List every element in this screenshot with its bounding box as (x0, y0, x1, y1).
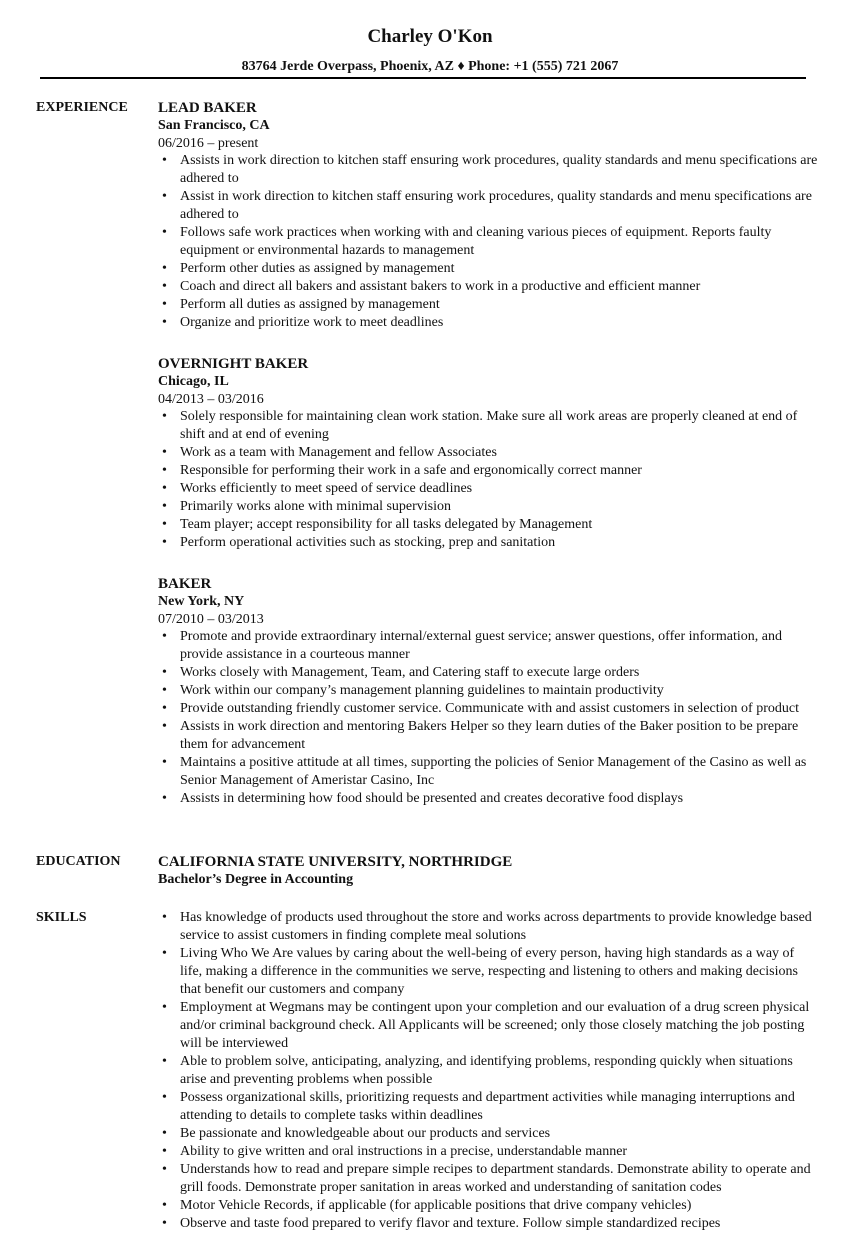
job-title: OVERNIGHT BAKER (158, 356, 309, 372)
skill-item: • Ability to give written and oral instructions in a precise, understandable manner (158, 1143, 818, 1161)
duty-item: • Maintains a positive attitude at all times, supporting the policies of Senior Management of the Casino as well as Senior Management of Ameristar Casino, Inc (158, 754, 818, 790)
job-location: New York, NY (158, 594, 245, 609)
skill-item: • Observe and taste food prepared to verify flavor and texture. Follow simple standardized recipes (158, 1215, 818, 1233)
education-section-label: EDUCATION (36, 854, 121, 869)
duty-item: • Work within our company’s management planning guidelines to maintain productivity (158, 682, 818, 700)
duty-item: • Works closely with Management, Team, and Catering staff to execute large orders (158, 664, 818, 682)
duty-item: • Assists in work direction and mentoring Bakers Helper so they learn duties of the Baker position to be prepare them for advancement (158, 718, 818, 754)
duty-item: • Primarily works alone with minimal supervision (158, 498, 818, 516)
skills-section-label: SKILLS (36, 910, 87, 925)
skill-item: • Be passionate and knowledgeable about our products and services (158, 1125, 818, 1143)
job-location: Chicago, IL (158, 374, 229, 389)
skill-item: • Understands how to read and prepare simple recipes to department standards. Demonstrate ability to operate and grill foods. Demonstrate proper sanitation in areas worked and understanding of sanitation codes (158, 1161, 818, 1197)
job-location: San Francisco, CA (158, 118, 270, 133)
job-entry (158, 99, 818, 332)
duty-item: • Organize and prioritize work to meet deadlines (158, 314, 818, 332)
duty-item: • Perform other duties as assigned by management (158, 260, 818, 278)
duty-item: • Provide outstanding friendly customer service. Communicate with and assist customers in selection of product (158, 700, 818, 718)
duty-item: • Assists in determining how food should be presented and creates decorative food displays (158, 790, 818, 808)
duty-item: • Solely responsible for maintaining clean work station. Make sure all work areas are properly cleaned at end of shift and at end of evening (158, 408, 818, 444)
school-name: CALIFORNIA STATE UNIVERSITY, NORTHRIDGE (158, 854, 513, 870)
skill-item: • Motor Vehicle Records, if applicable (for applicable positions that drive company vehicles) (158, 1197, 818, 1215)
skill-item: • Has knowledge of products used throughout the store and works across departments to provide knowledge based service to assist customers in finding complete meal solutions (158, 909, 818, 945)
duty-item: • Work as a team with Management and fellow Associates (158, 444, 818, 462)
skill-item: • Living Who We Are values by caring about the well-being of every person, having high standards as a way of life, making a difference in the communities we serve, respecting and listening to others and making decisions that benefit our customers and company (158, 945, 818, 999)
job-duties-list (158, 408, 818, 552)
job-title: LEAD BAKER (158, 100, 257, 116)
job-duties-list (158, 628, 818, 808)
duty-item: • Team player; accept responsibility for all tasks delegated by Management (158, 516, 818, 534)
degree: Bachelor’s Degree in Accounting (158, 872, 354, 887)
duty-item: • Follows safe work practices when working with and cleaning various pieces of equipment. Reports faulty equipment or environmental hazards to management (158, 224, 818, 260)
duty-item: • Coach and direct all bakers and assistant bakers to work in a productive and efficient manner (158, 278, 818, 296)
duty-item: • Promote and provide extraordinary internal/external guest service; answer questions, offer information, and provide assistance in a courteous manner (158, 628, 818, 664)
skills-entry (158, 909, 818, 1233)
skills-list (158, 909, 818, 1233)
header-divider (40, 77, 806, 79)
duty-item: • Works efficiently to meet speed of service deadlines (158, 480, 818, 498)
duty-item: • Perform all duties as assigned by management (158, 296, 818, 314)
duty-item: • Assist in work direction to kitchen staff ensuring work procedures, quality standards and menu specifications are adhered to (158, 188, 818, 224)
duty-item: • Responsible for performing their work in a safe and ergonomically correct manner (158, 462, 818, 480)
skill-item: • Possess organizational skills, prioritizing requests and department activities while managing interruptions and attending to details to complete tasks within deadlines (158, 1089, 818, 1125)
job-dates: 06/2016 – present (158, 136, 259, 151)
job-dates: 04/2013 – 03/2016 (158, 392, 264, 407)
experience-section-label: EXPERIENCE (36, 100, 128, 115)
candidate-name: Charley O'Kon (367, 26, 493, 47)
job-title: BAKER (158, 576, 212, 592)
skill-item: • Employment at Wegmans may be contingent upon your completion and our evaluation of a drug screen physical and/or criminal background check. All Applicants will be screened; only those closely matching the job posting will be interviewed (158, 999, 818, 1053)
job-dates: 07/2010 – 03/2013 (158, 612, 264, 627)
duty-item: • Perform operational activities such as stocking, prep and sanitation (158, 534, 818, 552)
job-duties-list (158, 152, 818, 332)
duty-item: • Assists in work direction to kitchen staff ensuring work procedures, quality standards and menu specifications are adhered to (158, 152, 818, 188)
job-entry (158, 355, 818, 552)
education-entry (158, 853, 818, 889)
contact-line: 83764 Jerde Overpass, Phoenix, AZ ♦ Phone: +1 (555) 721 2067 (241, 59, 619, 74)
job-entry (158, 575, 818, 808)
skill-item: • Able to problem solve, anticipating, analyzing, and identifying problems, responding quickly when situations arise and preventing problems when possible (158, 1053, 818, 1089)
